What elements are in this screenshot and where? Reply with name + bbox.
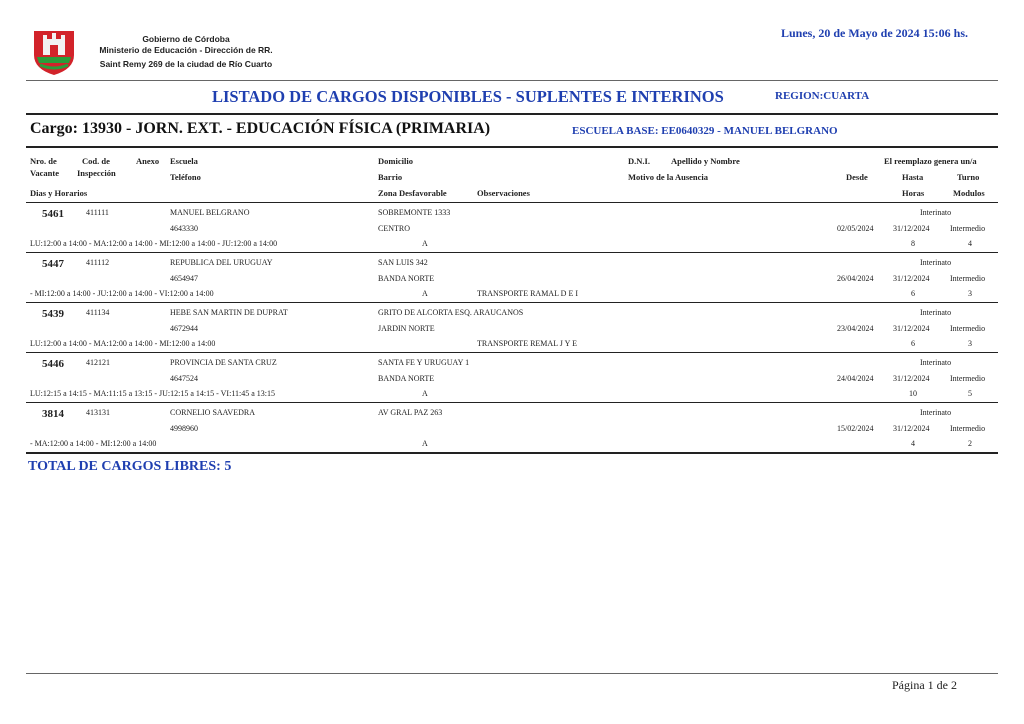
- org-line-3: Saint Remy 269 de la ciudad de Río Cuarto: [99, 59, 273, 69]
- turno: Intermedio: [950, 324, 986, 333]
- modulos: 3: [968, 339, 972, 348]
- codigo-inspeccion: 413131: [86, 408, 110, 417]
- zona-desfavorable: A: [422, 289, 428, 298]
- footer-rule: [26, 673, 998, 674]
- domicilio: AV GRAL PAZ 263: [378, 408, 443, 417]
- col-motivo: Motivo de la Ausencia: [628, 172, 709, 182]
- vacante-number: 5461: [42, 208, 64, 220]
- row-divider: [26, 302, 998, 303]
- dias-horarios: - MA:12:00 a 14:00 - MI:12:00 a 14:00: [30, 439, 157, 448]
- cargo-title: Cargo: 13930 - JORN. EXT. - EDUCACIÓN FÍSICA (PRIMARIA): [30, 120, 491, 137]
- total-value: 5: [224, 459, 232, 474]
- dias-horarios: LU:12:00 a 14:00 - MA:12:00 a 14:00 - MI:12:00 a 14:00: [30, 339, 216, 348]
- horas: 10: [909, 389, 917, 398]
- col-escuela: Escuela: [170, 156, 198, 166]
- domicilio: SAN LUIS 342: [378, 258, 428, 267]
- row-divider: [26, 402, 998, 403]
- turno: Intermedio: [950, 424, 986, 433]
- col-zona: Zona Desfavorable: [378, 188, 447, 198]
- dias-horarios: LU:12:15 a 14:15 - MA:11:15 a 13:15 - JU:12:15 a 14:15 - VI:11:45 a 13:15: [30, 389, 276, 398]
- table-bottom-rule: [26, 452, 998, 454]
- cargo-rule: [26, 146, 998, 148]
- escuela-name: PROVINCIA DE SANTA CRUZ: [170, 358, 277, 367]
- escuela-name: MANUEL BELGRANO: [170, 208, 250, 217]
- dias-horarios: LU:12:00 a 14:00 - MA:12:00 a 14:00 - MI:12:00 a 14:00 - JU:12:00 a 14:00: [30, 239, 278, 248]
- tipo-reemplazo: Interinato: [920, 308, 952, 317]
- telefono: 4643330: [170, 224, 198, 233]
- horas: 4: [911, 439, 915, 448]
- modulos: 4: [968, 239, 972, 248]
- barrio: BANDA NORTE: [378, 274, 435, 283]
- fecha-desde: 26/04/2024: [837, 274, 874, 283]
- col-cod-de: Cod. de: [82, 156, 110, 166]
- zona-desfavorable: A: [422, 389, 428, 398]
- horas: 6: [911, 289, 915, 298]
- fecha-desde: 24/04/2024: [837, 374, 874, 383]
- tipo-reemplazo: Interinato: [920, 408, 952, 417]
- fecha-hasta: 31/12/2024: [893, 324, 930, 333]
- domicilio: GRITO DE ALCORTA ESQ. ARAUCANOS: [378, 308, 524, 317]
- modulos: 5: [968, 389, 972, 398]
- escuela-name: CORNELIO SAAVEDRA: [170, 408, 255, 417]
- col-reemplazo: El reemplazo genera un/a: [884, 156, 977, 166]
- col-hasta: Hasta: [902, 172, 924, 182]
- report-title: LISTADO DE CARGOS DISPONIBLES - SUPLENTES E INTERINOS: [212, 87, 724, 106]
- col-dni: D.N.I.: [628, 156, 650, 166]
- total-cargos: [28, 459, 231, 475]
- page-number: Página 1 de 2: [892, 678, 957, 692]
- codigo-inspeccion: 412121: [86, 358, 110, 367]
- fecha-desde: 23/04/2024: [837, 324, 874, 333]
- col-vacante: Vacante: [30, 168, 59, 178]
- fecha-desde: 02/05/2024: [837, 224, 874, 233]
- title-rule: [26, 113, 998, 115]
- row-divider: [26, 352, 998, 353]
- dias-horarios: - MI:12:00 a 14:00 - JU:12:00 a 14:00 - VI:12:00 a 14:00: [30, 289, 214, 298]
- col-horas: Horas: [902, 188, 925, 198]
- col-anexo: Anexo: [136, 156, 160, 166]
- modulos: 2: [968, 439, 972, 448]
- region-label: REGION:CUARTA: [775, 90, 870, 102]
- barrio: JARDIN NORTE: [378, 324, 435, 333]
- turno: Intermedio: [950, 274, 986, 283]
- modulos: 3: [968, 289, 972, 298]
- vacante-number: 5447: [42, 258, 64, 270]
- tipo-reemplazo: Interinato: [920, 208, 952, 217]
- telefono: 4654947: [170, 274, 198, 283]
- fecha-desde: 15/02/2024: [837, 424, 874, 433]
- row-divider: [26, 252, 998, 253]
- codigo-inspeccion: 411111: [86, 208, 109, 217]
- barrio: CENTRO: [378, 224, 410, 233]
- col-dias: Dias y Horarios: [30, 188, 88, 198]
- government-logo: [28, 25, 80, 77]
- telefono: 4647524: [170, 374, 198, 383]
- escuela-name: REPUBLICA DEL URUGUAY: [170, 258, 273, 267]
- report-datetime: Lunes, 20 de Mayo de 2024 15:06 hs.: [780, 26, 968, 40]
- col-inspeccion: Inspección: [77, 168, 116, 178]
- fecha-hasta: 31/12/2024: [893, 274, 930, 283]
- col-desde: Desde: [846, 172, 868, 182]
- tipo-reemplazo: Interinato: [920, 258, 952, 267]
- horas: 6: [911, 339, 915, 348]
- col-domicilio: Domicilio: [378, 156, 413, 166]
- domicilio: SANTA FE Y URUGUAY 1: [378, 358, 470, 367]
- col-nro-de: Nro. de: [30, 156, 57, 166]
- fecha-hasta: 31/12/2024: [893, 374, 930, 383]
- observaciones: TRANSPORTE RAMAL D E I: [477, 289, 579, 298]
- col-turno: Turno: [957, 172, 980, 182]
- zona-desfavorable: A: [422, 239, 428, 248]
- observaciones: TRANSPORTE REMAL J Y E: [477, 339, 577, 348]
- telefono: 4672944: [170, 324, 198, 333]
- codigo-inspeccion: 411134: [86, 308, 110, 317]
- tipo-reemplazo: Interinato: [920, 358, 952, 367]
- vacante-number: 3814: [42, 408, 64, 420]
- codigo-inspeccion: 411112: [86, 258, 110, 267]
- vacante-number: 5446: [42, 358, 64, 370]
- col-telefono: Teléfono: [170, 172, 201, 182]
- escuela-base: ESCUELA BASE: EE0640329 - MANUEL BELGRANO: [572, 125, 838, 137]
- turno: Intermedio: [950, 224, 986, 233]
- col-barrio: Barrio: [378, 172, 403, 182]
- total-label: TOTAL DE CARGOS LIBRES:: [28, 459, 221, 474]
- col-apellido: Apellido y Nombre: [671, 156, 740, 166]
- col-modulos: Modulos: [953, 188, 985, 198]
- columns-rule: [26, 202, 998, 203]
- escuela-name: HEBE SAN MARTIN DE DUPRAT: [170, 308, 288, 317]
- domicilio: SOBREMONTE 1333: [378, 208, 451, 217]
- barrio: BANDA NORTE: [378, 374, 435, 383]
- fecha-hasta: 31/12/2024: [893, 424, 930, 433]
- fecha-hasta: 31/12/2024: [893, 224, 930, 233]
- zona-desfavorable: A: [422, 439, 428, 448]
- turno: Intermedio: [950, 374, 986, 383]
- org-line-2: Ministerio de Educación - Dirección de RR.: [99, 45, 273, 55]
- horas: 8: [911, 239, 915, 248]
- telefono: 4998960: [170, 424, 198, 433]
- org-line-1: Gobierno de Córdoba: [142, 34, 230, 44]
- vacante-number: 5439: [42, 308, 64, 320]
- header-rule: [26, 80, 998, 81]
- col-observaciones: Observaciones: [477, 188, 530, 198]
